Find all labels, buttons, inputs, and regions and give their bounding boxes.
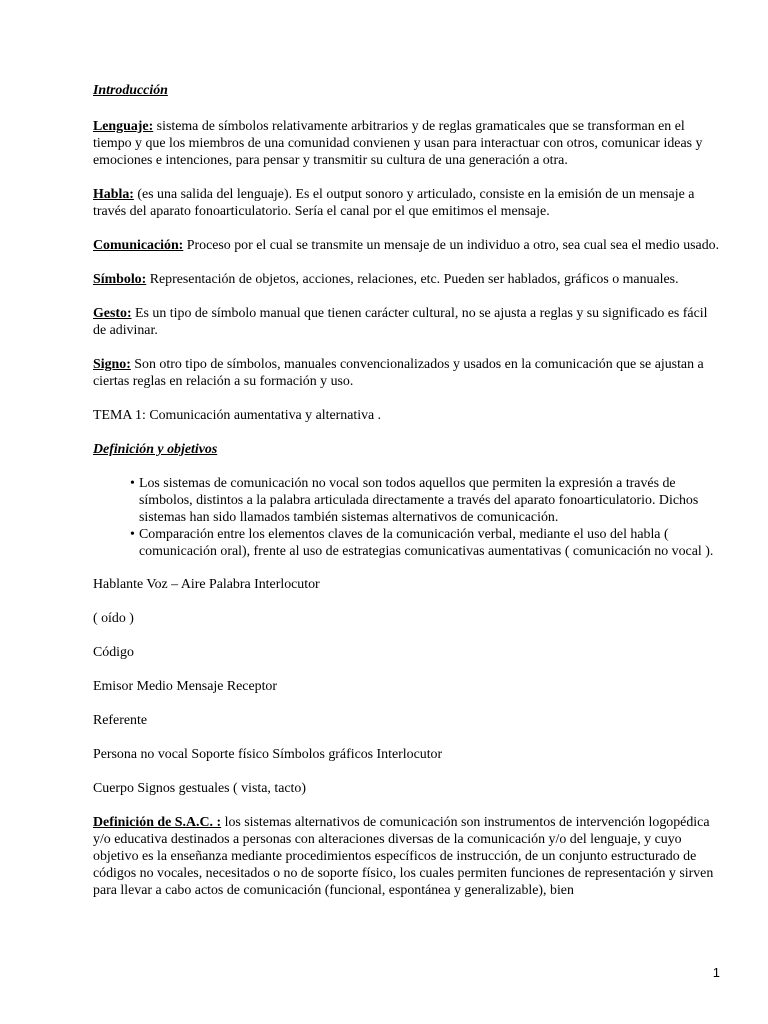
term-signo: Signo:: [93, 357, 131, 372]
definition-gesto-text: Es un tipo de símbolo manual que tienen carácter cultural, no se ajusta a reglas y su significado es fácil de adivinar.: [93, 306, 708, 338]
list-item-text: Comparación entre los elementos claves de la comunicación verbal, mediante el uso del habla ( comunicación oral), frente al uso de estrategias comunicativas aumentativas ( comunicación no vocal ).: [139, 527, 714, 559]
definition-signo-text: Son otro tipo de símbolos, manuales convencionalizados y usados en la comunicación que se ajustan a ciertas reglas en relación a su formación y uso.: [93, 357, 704, 389]
diagram-line-referente: Referente: [93, 713, 147, 728]
definition-comunicacion: [93, 237, 721, 254]
definition-lenguaje: [93, 118, 721, 169]
page-number: 1: [712, 965, 720, 980]
definition-signo: [93, 356, 721, 390]
term-habla: Habla:: [93, 187, 134, 202]
term-lenguaje: Lenguaje:: [93, 119, 154, 134]
diagram-line-hablante: Hablante Voz – Aire Palabra Interlocutor: [93, 577, 320, 592]
definition-sac-text: los sistemas alternativos de comunicación son instrumentos de intervención logopédica y/o educativa destinados a personas con alteraciones diversas de la comunicación y/o del lenguaje, y cuyo objetivo es la enseñanza mediante procedimientos específicos de instrucción, de un conjunto estructurado de códigos no vocales, necesitados o no de soporte físico, los cuales permiten funciones de representación y sirven para llevar a cabo actos de comunicación (funcional, espontánea y generalizable), bien: [93, 815, 714, 898]
bullet-icon: •: [130, 527, 135, 542]
intro-heading: [93, 82, 721, 99]
definition-gesto: [93, 305, 721, 339]
term-sac: Definición de S.A.C. :: [93, 815, 222, 830]
diagram-line-persona: Persona no vocal Soporte físico Símbolos gráficos Interlocutor: [93, 747, 443, 762]
diagram-line-codigo: Código: [93, 645, 134, 660]
list-item-text: Los sistemas de comunicación no vocal son todos aquellos que permiten la expresión a través de símbolos, distintos a la palabra articulada directamente a través del aparato fonoarticulatorio. Dichos sistemas han sido llamados también sistemas alternativos de comunicación.: [139, 476, 699, 525]
tema-heading: TEMA 1: Comunicación aumentativa y alternativa .: [93, 408, 382, 423]
definition-comunicacion-text: Proceso por el cual se transmite un mensaje de un individuo a otro, sea cual sea el medio usado.: [183, 238, 720, 253]
bullet-list: [93, 475, 721, 560]
list-item: [130, 475, 721, 526]
definition-simbolo-text: Representación de objetos, acciones, relaciones, etc. Pueden ser hablados, gráficos o manuales.: [146, 272, 679, 287]
diagram-line-oido: ( oído ): [93, 611, 134, 626]
section-title: Definición y objetivos: [93, 442, 218, 457]
definition-simbolo: [93, 271, 721, 288]
diagram-line-emisor: Emisor Medio Mensaje Receptor: [93, 679, 278, 694]
definition-sac: [93, 814, 721, 899]
definition-lenguaje-text: sistema de símbolos relativamente arbitrarios y de reglas gramaticales que se transforman en el tiempo y que los miembros de una comunidad convienen y usan para interactuar con otros, comunicar ideas y emociones e intenciones, para pensar y transmitir su cultura de una generación a otra.: [93, 119, 703, 168]
page-content: [93, 82, 721, 916]
bullet-icon: •: [130, 476, 135, 491]
section-heading: [93, 441, 721, 458]
definition-habla: [93, 186, 721, 220]
term-simbolo: Símbolo:: [93, 272, 147, 287]
definition-habla-text: (es una salida del lenguaje). Es el output sonoro y articulado, consiste en la emisión de un mensaje a través del aparato fonoarticulatorio. Sería el canal por el que emitimos el mensaje.: [93, 187, 695, 219]
list-item: [130, 526, 721, 560]
term-comunicacion: Comunicación:: [93, 238, 184, 253]
term-gesto: Gesto:: [93, 306, 132, 321]
intro-title: Introducción: [93, 83, 168, 98]
diagram-line-cuerpo: Cuerpo Signos gestuales ( vista, tacto): [93, 781, 306, 796]
